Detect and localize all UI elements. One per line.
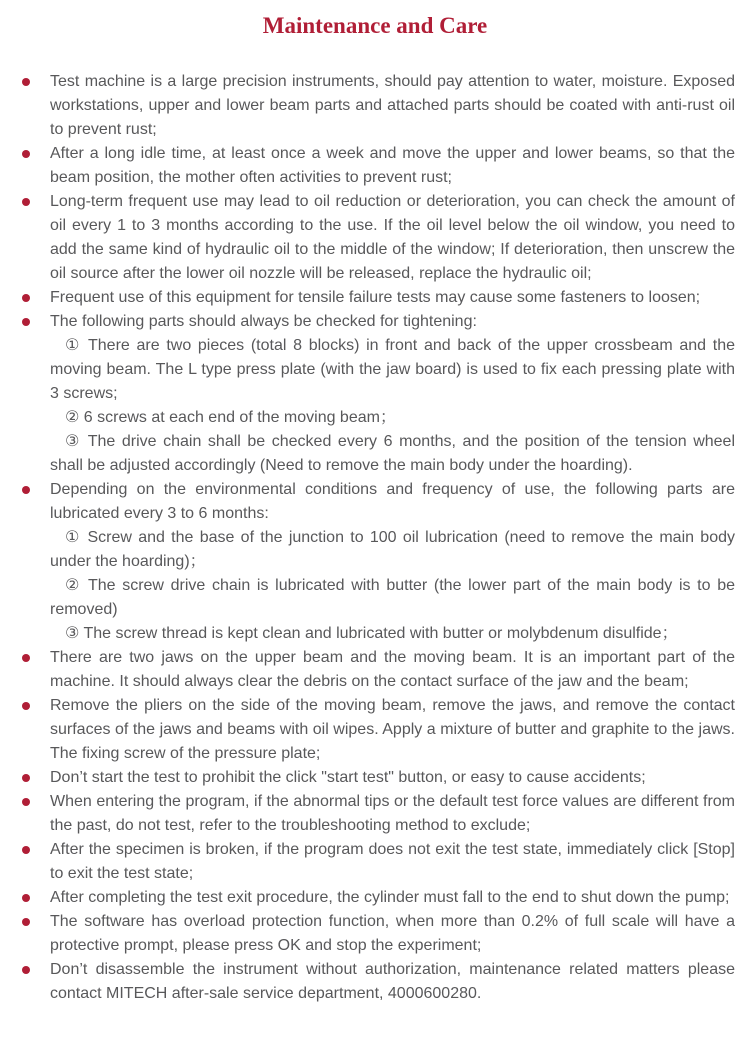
- bullet-icon: [22, 966, 30, 974]
- bullet-icon: [22, 774, 30, 782]
- list-paragraph: After the specimen is broken, if the program does not exit the test state, immediately click [Stop] to exit the test state;: [50, 841, 735, 882]
- list-paragraph: Long-term frequent use may lead to oil reduction or deterioration, you can check the amount of oil every 1 to 3 months according to the use. If the oil level below the oil window, you need to add the same kind of hydraulic oil to the middle of the window; If deterioration, then unscrew the oil source after the lower oil nozzle will be released, replace the hydraulic oil;: [50, 193, 735, 282]
- bullet-icon: [22, 150, 30, 158]
- list-item: [0, 790, 750, 838]
- list-paragraph: Frequent use of this equipment for tensile failure tests may cause some fasteners to loosen;: [50, 289, 701, 306]
- list-subitem: ③ The screw thread is kept clean and lubricated with butter or molybdenum disulfide；: [65, 625, 678, 642]
- list-item-content: [50, 142, 735, 190]
- list-item-content: [50, 910, 735, 958]
- list-item-content: [50, 646, 735, 694]
- list-item-content: [50, 310, 735, 478]
- list-paragraph: Remove the pliers on the side of the moving beam, remove the jaws, and remove the contact surfaces of the jaws and beams with oil wipes. Apply a mixture of butter and graphite to the jaws. The fixing screw of the pressure plate;: [50, 697, 735, 762]
- list-paragraph: Depending on the environmental conditions and frequency of use, the following parts are lubricated every 3 to 6 months:: [50, 481, 735, 522]
- list-paragraph: Don’t disassemble the instrument without authorization, maintenance related matters please contact MITECH after-sale service department, 4000600280.: [50, 961, 735, 1002]
- list-paragraph: Don’t start the test to prohibit the click "start test" button, or easy to cause accidents;: [50, 769, 646, 786]
- list-item: [0, 886, 750, 910]
- list-paragraph: When entering the program, if the abnormal tips or the default test force values are different from the past, do not test, refer to the troubleshooting method to exclude;: [50, 793, 735, 834]
- bullet-icon: [22, 294, 30, 302]
- list-item: [0, 310, 750, 478]
- list-paragraph: The following parts should always be checked for tightening:: [50, 313, 477, 330]
- list-subitem: ③ The drive chain shall be checked every 6 months, and the position of the tension wheel shall be adjusted accordingly (Need to remove the main body under the hoarding).: [50, 433, 735, 474]
- list-paragraph: After a long idle time, at least once a week and move the upper and lower beams, so that the beam position, the mother often activities to prevent rust;: [50, 145, 735, 186]
- list-item-content: [50, 478, 735, 646]
- list-item-content: [50, 190, 735, 286]
- list-item-content: [50, 286, 735, 310]
- maintenance-list: [0, 70, 750, 1006]
- list-subitem: ① There are two pieces (total 8 blocks) in front and back of the upper crossbeam and the moving beam. The L type press plate (with the jaw board) is used to fix each pressing plate with 3 screws;: [50, 337, 735, 402]
- list-subitem: ② 6 screws at each end of the moving beam；: [65, 409, 396, 426]
- list-item-content: [50, 886, 735, 910]
- list-paragraph: There are two jaws on the upper beam and the moving beam. It is an important part of the machine. It should always clear the debris on the contact surface of the jaw and the beam;: [50, 649, 735, 690]
- list-item: [0, 190, 750, 286]
- list-item-content: [50, 838, 735, 886]
- bullet-icon: [22, 798, 30, 806]
- bullet-icon: [22, 702, 30, 710]
- bullet-icon: [22, 198, 30, 206]
- list-item-content: [50, 70, 735, 142]
- bullet-icon: [22, 846, 30, 854]
- list-item: [0, 142, 750, 190]
- bullet-icon: [22, 918, 30, 926]
- list-subitem: ① Screw and the base of the junction to 100 oil lubrication (need to remove the main body under the hoarding)；: [50, 529, 735, 570]
- list-item: [0, 766, 750, 790]
- list-item-content: [50, 958, 735, 1006]
- list-subitem: ② The screw drive chain is lubricated with butter (the lower part of the main body is to be removed): [50, 577, 735, 618]
- list-item-content: [50, 694, 735, 766]
- list-item: [0, 286, 750, 310]
- bullet-icon: [22, 654, 30, 662]
- list-item-content: [50, 790, 735, 838]
- bullet-icon: [22, 78, 30, 86]
- list-item: [0, 694, 750, 766]
- list-item: [0, 958, 750, 1006]
- list-paragraph: Test machine is a large precision instruments, should pay attention to water, moisture. Exposed workstations, upper and lower beam parts and attached parts should be coated with anti-rust oil to prevent rust;: [50, 73, 735, 138]
- list-item: [0, 910, 750, 958]
- bullet-icon: [22, 894, 30, 902]
- list-item-content: [50, 766, 735, 790]
- bullet-icon: [22, 486, 30, 494]
- list-item: [0, 478, 750, 646]
- list-paragraph: The software has overload protection function, when more than 0.2% of full scale will have a protective prompt, please press OK and stop the experiment;: [50, 913, 735, 954]
- list-item: [0, 70, 750, 142]
- list-item: [0, 646, 750, 694]
- list-item: [0, 838, 750, 886]
- bullet-icon: [22, 318, 30, 326]
- page-title: Maintenance and Care: [262, 13, 488, 38]
- list-paragraph: After completing the test exit procedure, the cylinder must fall to the end to shut down the pump;: [50, 889, 730, 906]
